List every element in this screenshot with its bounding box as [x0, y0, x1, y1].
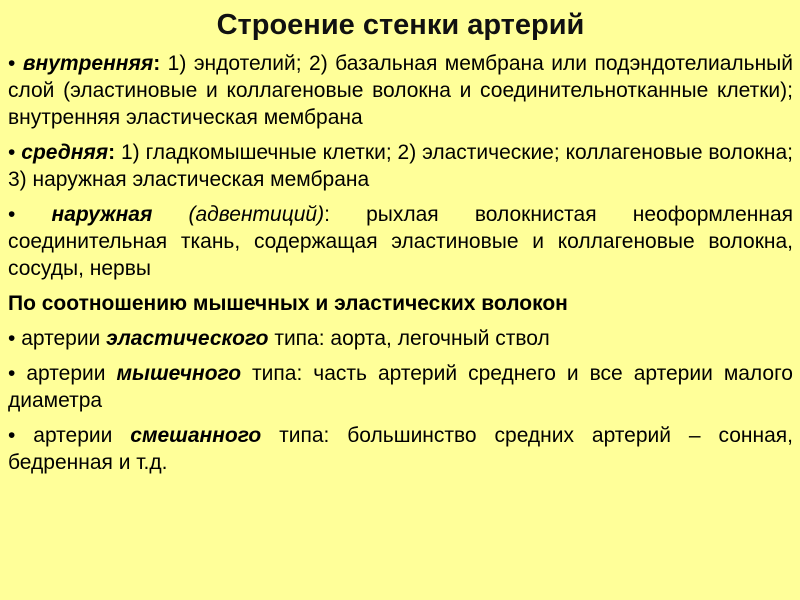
layer-term: наружная	[51, 203, 153, 226]
type-term: мышечного	[116, 362, 242, 385]
type-description: типа: аорта, легочный ствол	[268, 327, 550, 350]
term-colon: :	[153, 52, 161, 75]
type-prefix: артерии	[15, 327, 107, 350]
layer-description: рыхлая волокнистая неоформленная соединительная ткань, содержащая эластиновые и коллагеновые волокна, сосуды, нервы	[8, 203, 793, 280]
term-colon: :	[108, 141, 116, 164]
classification-heading: По соотношению мышечных и эластических волокон	[8, 292, 568, 315]
type-term: смешанного	[130, 424, 262, 447]
bullet: •	[8, 362, 16, 385]
bullet: •	[8, 424, 16, 447]
bullet: •	[8, 141, 16, 164]
type-term: эластического	[106, 327, 269, 350]
type-prefix: артерии	[15, 424, 131, 447]
type-description: типа: часть артерий среднего и все артерии малого диаметра	[8, 362, 793, 412]
layer-term: внутренняя	[22, 52, 154, 75]
artery-type-muscular	[8, 360, 793, 414]
layer-description: 1) гладкомышечные клетки; 2) эластические; коллагеновые волокна; 3) наружная эластическая мембрана	[8, 141, 793, 191]
layer-description: 1) эндотелий; 2) базальная мембрана или подэндотелиальный слой (эластиновые и коллагеновые волокна и соединительнотканные клетки); внутренняя эластическая мембрана	[8, 52, 793, 129]
layer-item-adventitia	[8, 201, 793, 282]
artery-type-elastic	[8, 325, 793, 352]
layer-term-latin: (адвентиций)	[152, 203, 325, 226]
artery-type-mixed	[8, 422, 793, 476]
term-colon: :	[324, 203, 330, 226]
bullet: •	[8, 203, 16, 226]
layer-item-intima	[8, 50, 793, 131]
bullet: •	[8, 327, 16, 350]
type-description: типа: большинство средних артерий – сонная, бедренная и т.д.	[8, 424, 793, 474]
layer-term: средняя	[21, 141, 109, 164]
type-prefix: артерии	[15, 362, 117, 385]
layer-item-media	[8, 139, 793, 193]
bullet: •	[8, 52, 16, 75]
slide-title: Строение стенки артерий	[216, 9, 585, 41]
